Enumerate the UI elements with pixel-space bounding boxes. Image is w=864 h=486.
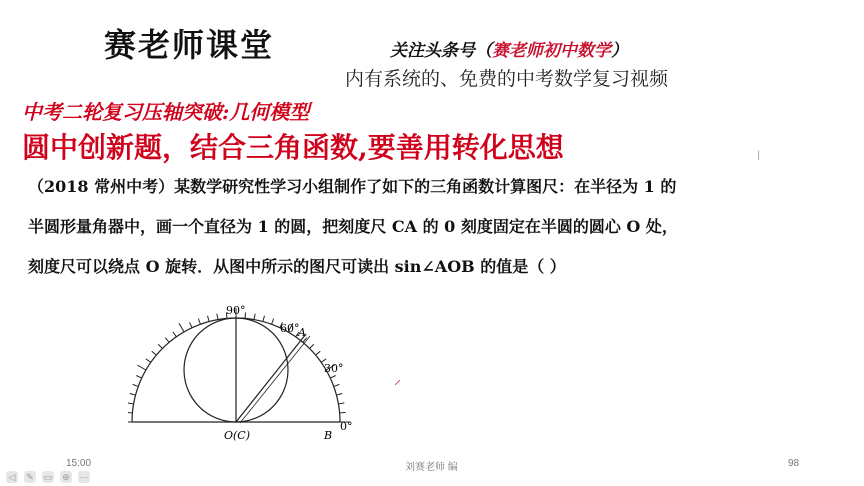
label-0-deg: 0° <box>340 420 353 433</box>
slide-page-number: 98 <box>788 458 800 469</box>
protractor-tick <box>190 322 193 327</box>
follow-line <box>390 36 628 61</box>
protractor-tick <box>136 376 141 379</box>
problem-line-3: 刻度尺可以绕点 O 旋转．从图中所示的图尺可读出 sin∠AOB 的值是（ ） <box>28 257 566 276</box>
protractor-tick <box>336 394 342 396</box>
slide-author: 刘赛老师 编 <box>405 462 458 473</box>
problem-line-1: （2018 常州中考）某数学研究性学习小组制作了如下的三角函数计算图尺：在半径为 1 的 <box>28 177 677 196</box>
eraser-icon[interactable]: ▭ <box>43 472 53 482</box>
follow-account-name: 赛老师初中数学 <box>492 41 611 61</box>
pen-annotation-mark: ⸝ <box>394 372 401 388</box>
protractor-tick <box>338 403 344 404</box>
protractor-ticks <box>128 308 350 422</box>
protractor-tick <box>137 365 146 370</box>
label-30-deg: 30° <box>324 362 344 375</box>
brand-title: 赛老师课堂 <box>104 26 275 64</box>
slide-edge-mark: | <box>757 150 761 161</box>
topic-title: 中考二轮复习压轴突破:几何模型 <box>22 100 310 124</box>
protractor-tick <box>158 344 162 348</box>
label-90-deg: 90° <box>226 304 246 317</box>
problem-line-2: 半圆形量角器中，画一个直径为 1 的圆，把刻度尺 CA 的 0 刻度固定在半圆的圆心 O 处， <box>28 217 678 236</box>
protractor-tick <box>208 316 210 322</box>
follow-suffix: ） <box>611 41 628 61</box>
protractor-tick <box>310 344 314 348</box>
protractor-tick <box>198 319 200 325</box>
series-subtitle: 内有系统的、免费的中考数学复习视频 <box>345 68 669 90</box>
presentation-toolbar <box>6 471 90 483</box>
protractor-tick <box>130 394 136 396</box>
protractor-tick <box>128 403 134 404</box>
protractor-tick <box>334 384 340 386</box>
protractor-tick <box>128 412 132 413</box>
protractor-tick <box>173 332 176 337</box>
protractor-tick <box>340 412 346 413</box>
protractor-tick <box>152 351 157 355</box>
label-b: B <box>324 429 333 442</box>
protractor-figure <box>128 300 368 450</box>
protractor-tick <box>263 316 265 322</box>
slide-footer <box>0 454 864 486</box>
menu-icon[interactable]: ⋯ <box>79 472 89 482</box>
pen-icon[interactable]: ✎ <box>24 471 36 483</box>
protractor-tick <box>316 351 321 355</box>
slide-headline: 圆中创新题，结合三角函数,要善用转化思想 <box>22 131 564 164</box>
slide-time: 15:00 <box>66 458 92 469</box>
label-60-deg: 60° <box>280 322 300 335</box>
label-o-c: O(C) <box>224 429 251 442</box>
label-a: A <box>298 326 306 339</box>
zoom-icon[interactable]: ⊕ <box>60 471 72 483</box>
protractor-tick <box>254 314 255 320</box>
protractor-tick <box>165 338 169 343</box>
protractor-tick <box>217 314 218 320</box>
protractor-tick <box>272 319 274 325</box>
follow-prefix: 关注头条号（ <box>390 41 492 61</box>
protractor-tick <box>146 359 151 362</box>
arrow-icon[interactable]: ◁ <box>6 471 18 483</box>
protractor-tick <box>133 384 139 386</box>
ruler-line-ca-edge <box>240 336 310 423</box>
protractor-tick <box>330 376 335 379</box>
protractor-tick <box>179 323 184 332</box>
